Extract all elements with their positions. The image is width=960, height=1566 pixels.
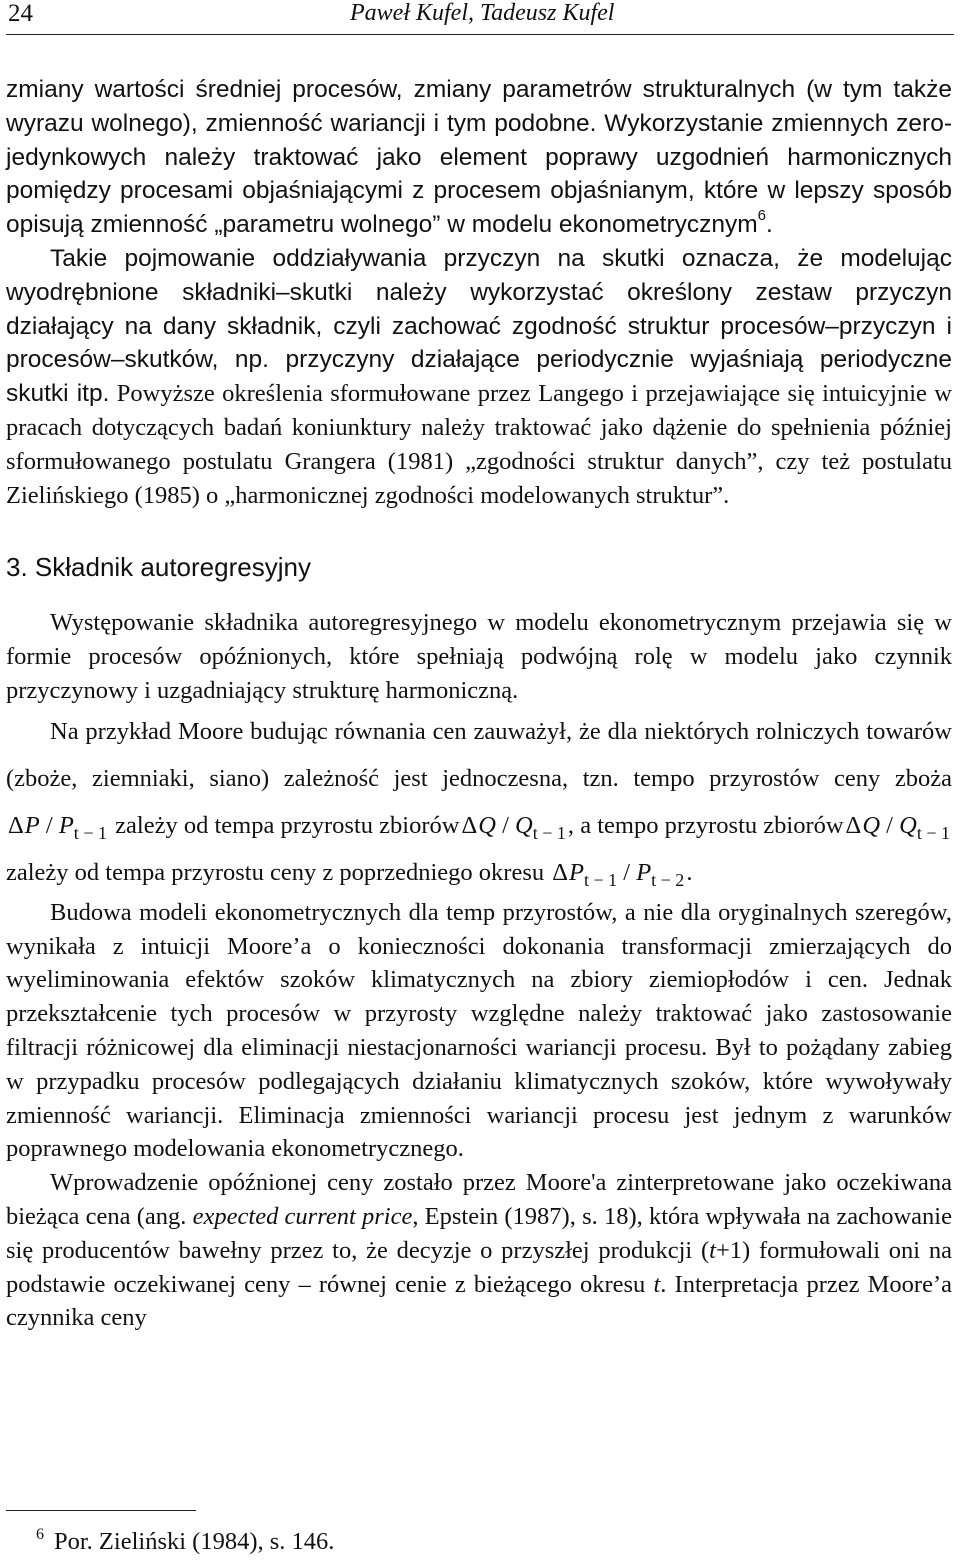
formula-subscript: t − 1 bbox=[916, 822, 951, 843]
formula-subscript: t − 1 bbox=[583, 869, 618, 890]
formula-var: P bbox=[24, 811, 40, 839]
delta-symbol: Δ bbox=[552, 858, 568, 886]
paragraph-4 bbox=[6, 708, 952, 896]
paragraph-6-emphasis-2: t bbox=[709, 1236, 716, 1264]
formula-delta-p-ratio bbox=[8, 811, 107, 843]
paragraph-6 bbox=[6, 1166, 952, 1335]
formula-slash: / bbox=[495, 811, 516, 839]
page-number: 24 bbox=[8, 0, 33, 27]
paragraph-6-text-3: +1) formułowali oni na podstawie oczekiwanej ceny – równej cenie z bieżącego okresu bbox=[6, 1236, 952, 1298]
formula-subscript: t − 1 bbox=[73, 822, 107, 843]
paragraph-2 bbox=[6, 242, 952, 512]
footnote-text: Por. Zieliński (1984), s. 146. bbox=[54, 1528, 335, 1555]
paragraph-4-text-5: . bbox=[686, 858, 693, 886]
formula-slash: / bbox=[880, 811, 900, 839]
page-body bbox=[6, 73, 952, 1335]
paragraph-1 bbox=[6, 73, 952, 242]
formula-delta-q-ratio-2 bbox=[845, 811, 951, 843]
footnote-divider bbox=[6, 1510, 196, 1511]
paragraph-3: Występowanie składnika autoregresyjnego w modelu ekonometrycznym przejawia się w formie procesów opóźnionych, które spełniają podwójną rolę w modelu jako czynnik przyczynowy i uzgadniający strukturę harmoniczną. bbox=[6, 609, 952, 704]
paragraph-4-text-1: Na przykład Moore budując równania cen zauważył, że dla niektórych rolniczych towarów (zboże, ziemniaki, siano) zależność jest jednoczesna, tzn. tempo przyrostów ceny zboża bbox=[6, 717, 952, 792]
formula-var: Q bbox=[478, 811, 496, 839]
formula-subscript: t − 2 bbox=[651, 869, 685, 890]
formula-var: Q bbox=[899, 811, 917, 839]
formula-var: P bbox=[636, 858, 652, 886]
paragraph-6-text-1: Wprowadzenie opóźnionej ceny zostało przez Moore'a zinterpretowane jako oczekiwana bieżąca cena (ang. bbox=[6, 1169, 952, 1230]
paragraph-6-emphasis-3: t bbox=[653, 1270, 661, 1298]
formula-slash: / bbox=[617, 858, 637, 886]
paragraph-5: Budowa modeli ekonometrycznych dla temp przyrostów, a nie dla oryginalnych szeregów, wynikała z intuicji Moore’a o konieczności dokonania transformacji zmierzających do wyeliminowania efektów szoków klimatycznych na zbiory ziemiopłodów i cen. Jednak przekształcenie tych procesów w przyrosty względne należy traktować jako zastosowanie filtracji różnicowej dla eliminacji niestacjonarności wariancji procesu. Był to pożądany zabieg w przypadku procesów podlegających działaniu klimatycznych szoków, które wywoływały zmienność wariancji. Eliminacja zmienności wariancji procesu jest jednym z warunków poprawnego modelowania ekonometrycznego. bbox=[6, 898, 952, 1163]
paragraph-2-text: Powyższe określenia sformułowane przez Langego i przejawiające się intuicyjnie w pracach dotyczących badań koniunktury należy traktować jako dążenie do spełnienia później sformułowanego postulatu Grangera (1981) „zgodności struktur danych”, czy też postulatu Zielińskiego (1985) o „harmonicznej zgodności modelowanych struktur”. bbox=[6, 380, 952, 509]
formula-var: Q bbox=[862, 811, 881, 839]
paragraph-2-text-sans: Takie pojmowanie oddziaływania przyczyn na skutki oznacza, że modelując wyodrębnione składniki–skutki należy wykorzystać określony zestaw przyczyn działający na dany składnik, czyli zachować zgodność struktur procesów–przyczyn i procesów–skutków, np. przyczyny działające periodycznie wyjaśniają periodyczne skutki itp. bbox=[6, 244, 952, 408]
formula-delta-q-ratio bbox=[461, 811, 566, 843]
footnote-number: 6 bbox=[36, 1526, 44, 1543]
delta-symbol: Δ bbox=[845, 811, 862, 839]
formula-var: P bbox=[58, 811, 74, 839]
paragraph-6-text-2: , Epstein (1987), s. 18), która wpływała na zachowanie się producentów bawełny przez to, że decyzje o przyszłej produkcji ( bbox=[6, 1202, 952, 1264]
footnote bbox=[36, 1528, 334, 1556]
page-header bbox=[6, 0, 954, 35]
paragraph-1-period: . bbox=[766, 211, 773, 239]
section-heading: 3. Składnik autoregresyjny bbox=[6, 552, 311, 583]
formula-var: P bbox=[569, 858, 584, 886]
paragraph-4-text-2: zależy od tempa przyrostu zbiorów bbox=[109, 811, 460, 839]
formula-slash: / bbox=[39, 811, 59, 839]
formula-delta-p-lagged bbox=[552, 858, 685, 890]
footnote-ref[interactable]: 6 bbox=[757, 207, 767, 225]
paragraph-6-text-4: . Interpretacja przez Moore’a czynnika ceny bbox=[6, 1270, 952, 1332]
paragraph-4-text-4: zależy od tempa przyrostu ceny z poprzedniego okresu bbox=[6, 858, 551, 886]
paragraph-1-text: zmiany wartości średniej procesów, zmiany parametrów strukturalnych (w tym także wyrazu wolnego), zmienność wariancji i tym podobne. Wykorzystanie zmiennych zero-jedynkowych należy traktować jako element poprawy uzgodnień harmonicznych pomiędzy procesami objaśniającymi z procesem objaśnianym, które w lepszy sposób opisują zmienność „parametru wolnego” w modelu ekonometrycznym bbox=[6, 76, 952, 239]
formula-var: Q bbox=[515, 811, 533, 839]
paragraph-4-text-3: , a tempo przyrostu zbiorów bbox=[567, 811, 844, 839]
running-title: Paweł Kufel, Tadeusz Kufel bbox=[350, 0, 615, 26]
delta-symbol: Δ bbox=[8, 811, 24, 839]
formula-subscript: t − 1 bbox=[532, 822, 566, 843]
paragraph-6-emphasis-1: expected current price bbox=[192, 1202, 413, 1230]
delta-symbol: Δ bbox=[461, 811, 478, 839]
